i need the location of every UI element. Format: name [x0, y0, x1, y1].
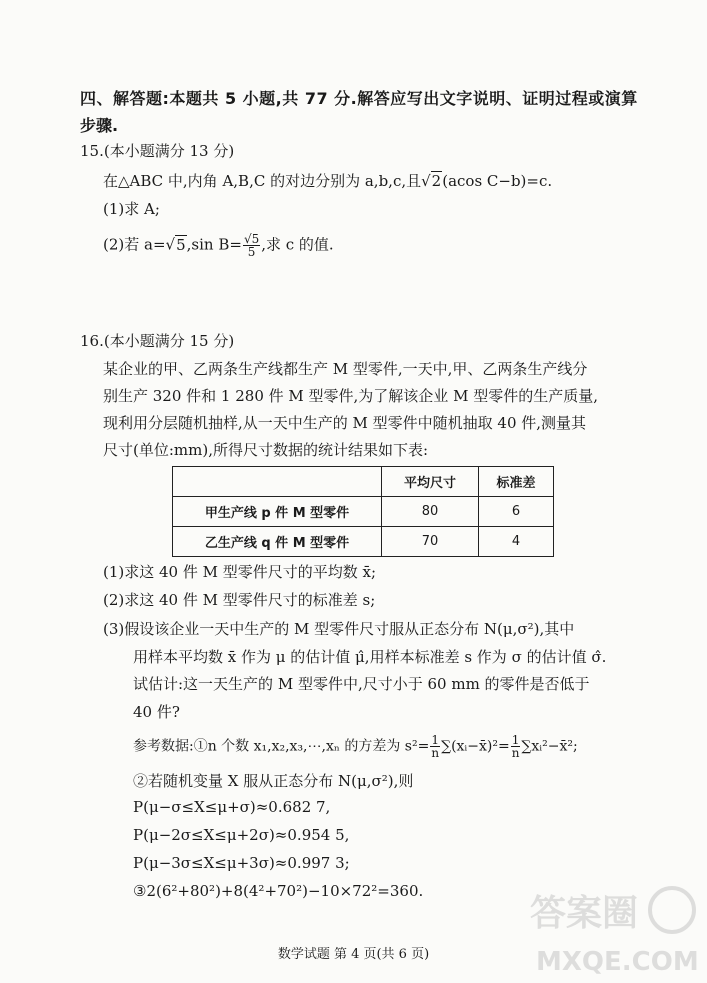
table-cell: 80: [382, 497, 479, 527]
ref-text: 参考数据:①n 个数 x₁,x₂,x₃,⋯,xₙ 的方差为 s²=: [133, 738, 430, 755]
table-cell: 甲生产线 p 件 M 型零件: [173, 497, 382, 527]
q16-part3-line: 用样本平均数 x̄ 作为 μ 的估计值 μ̂,用样本标准差 s 作为 σ 的估计值 σ̂.: [133, 648, 607, 666]
table-header-row: [173, 467, 554, 497]
q16-header: [80, 330, 234, 351]
q15-fraction: [243, 233, 260, 258]
ref-frac-den: n: [511, 746, 520, 760]
q16-para-line: 尺寸(单位:mm),所得尺寸数据的统计结果如下表:: [103, 441, 429, 459]
q16-part2: (2)求这 40 件 M 型零件尺寸的标准差 s;: [103, 591, 376, 609]
q15-score: (本小题满分 13 分): [103, 142, 235, 160]
watermark-logo: [522, 880, 702, 980]
ref-text-3: ∑xᵢ²−x̄²;: [521, 738, 578, 755]
ref-fraction: [430, 734, 440, 759]
table-header-cell: 平均尺寸: [382, 467, 479, 497]
table-cell: 乙生产线 q 件 M 型零件: [173, 527, 382, 557]
q15-number: 15.: [80, 142, 104, 160]
q16-reference-2: ②若随机变量 X 服从正态分布 N(μ,σ²),则: [133, 772, 414, 790]
ref-text-2: ∑(xᵢ−x̄)²=: [441, 738, 510, 755]
q15-stem-text: 在△ABC 中,内角 A,B,C 的对边分别为 a,b,c,且: [103, 172, 422, 190]
table-header-cell: 标准差: [479, 467, 554, 497]
q16-part1: (1)求这 40 件 M 型零件尺寸的平均数 x̄;: [103, 563, 377, 581]
q15-part2-text-3: ,求 c 的值.: [261, 235, 334, 254]
section-title: 四、解答题:本题共 5 小题,共 77 分.解答应写出文字说明、证明过程或演算: [80, 89, 638, 108]
table-cell: 6: [479, 497, 554, 527]
q15-part1: (1)求 A;: [103, 200, 160, 218]
q16-reference-1: [133, 734, 578, 759]
ref-frac-num: 1: [511, 733, 520, 747]
q16-reference-3: ③2(6²+80²)+8(4²+70²)−10×72²=360.: [133, 882, 424, 900]
q16-prob-line: P(μ−3σ≤X≤μ+3σ)≈0.997 3;: [133, 854, 350, 872]
q16-prob-line: P(μ−σ≤X≤μ+σ)≈0.682 7,: [133, 798, 331, 816]
q15-part2: (2)若 a=√5,sin B= $\frac{√5}{5}$ ,求 c 的值.: [103, 232, 334, 259]
q15-part2-text: (2)若 a=: [103, 235, 166, 254]
q16-para-line: 现利用分层随机抽样,从一天中生产的 M 型零件中随机抽取 40 件,测量其: [103, 414, 587, 432]
q15-frac-num: √5: [243, 232, 260, 246]
q16-score: (本小题满分 15 分): [103, 332, 235, 350]
table-header-cell: [173, 467, 382, 497]
q16-part3-line: (3)假设该企业一天中生产的 M 型零件尺寸服从正态分布 N(μ,σ²),其中: [103, 620, 575, 638]
watermark-line1: 答案圈: [530, 893, 639, 934]
stats-table: [172, 466, 554, 557]
q15-sqrt-5: 5: [176, 235, 186, 254]
table-cell: 4: [479, 527, 554, 557]
q15-stem: 在△ABC 中,内角 A,B,C 的对边分别为 a,b,c,且√2(acos C−b)=c.: [103, 172, 553, 190]
section-title-cont: 步骤.: [80, 116, 119, 135]
q16-number: 16.: [80, 332, 104, 350]
watermark-line2: MXQE.COM: [536, 947, 699, 977]
table-row: [173, 527, 554, 557]
q16-prob-line: P(μ−2σ≤X≤μ+2σ)≈0.954 5,: [133, 826, 350, 844]
q16-para-line: 别生产 320 件和 1 280 件 M 型零件,为了解该企业 M 型零件的生产质量,: [103, 387, 598, 405]
q15-part2-text-2: ,sin B=: [186, 235, 242, 254]
q15-sqrt-2: 2: [431, 172, 442, 190]
q15-frac-den: 5: [247, 245, 256, 259]
q15-stem-text-2: (acos C−b)=c.: [442, 172, 553, 190]
ref-fraction-2: [511, 734, 521, 759]
page-footer: 数学试题 第 4 页(共 6 页): [277, 947, 430, 962]
q16-para-line: 某企业的甲、乙两条生产线都生产 M 型零件,一天中,甲、乙两条生产线分: [103, 360, 588, 378]
table-row: [173, 497, 554, 527]
table-cell: 70: [382, 527, 479, 557]
q16-part3-line: 40 件?: [133, 703, 180, 721]
q15-header: [80, 140, 234, 161]
q16-part3-line: 试估计:这一天生产的 M 型零件中,尺寸小于 60 mm 的零件是否低于: [133, 675, 590, 693]
ref-frac-num: 1: [431, 733, 440, 747]
ref-frac-den: n: [431, 746, 440, 760]
